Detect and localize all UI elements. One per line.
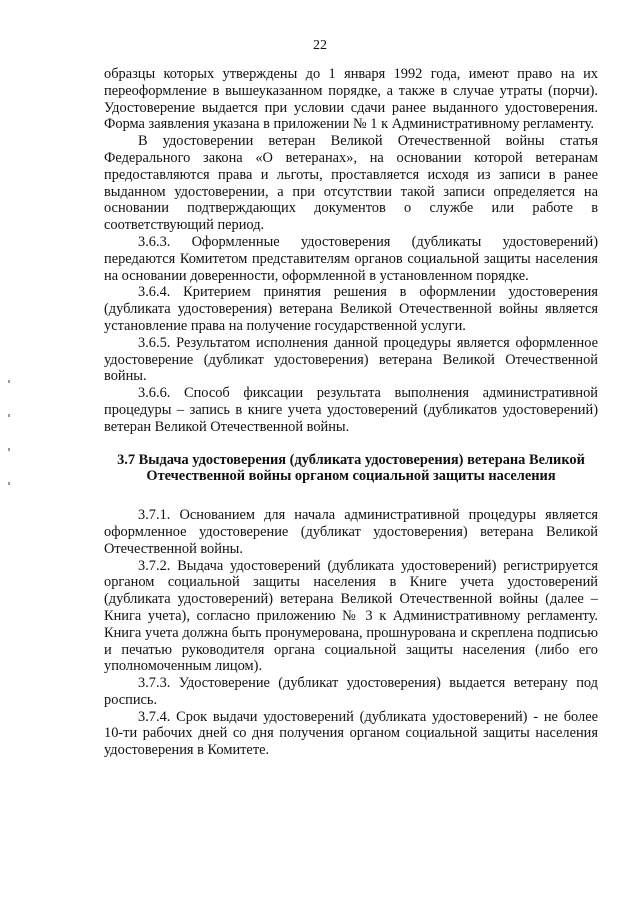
section-heading-3-7: 3.7 Выдача удостоверения (дубликата удостоверения) ветерана Великой Отечественной войны органом социальной защиты населения [117, 451, 585, 485]
paragraph-3-6-4: 3.6.4. Критерием принятия решения в оформлении удостоверения (дубликата удостоверения) ветерана Великой Отечественной войны является установление права на получение государственной услуги. [104, 284, 598, 334]
paragraph-3-7-4: 3.7.4. Срок выдачи удостоверений (дубликата удостоверений) - не более 10-ти рабочих дней со дня получения органом социальной защиты населения удостоверения в Комитете. [104, 708, 598, 759]
paragraph-3-7-1: 3.7.1. Основанием для начала административной процедуры является оформленное удостоверение (дубликат удостоверения) ветерана Великой Отечественной войны. [104, 507, 598, 557]
paragraph-3-6-6: 3.6.6. Способ фиксации результата выполнения административной процедуры – запись в книге учета удостоверений (дубликатов удостоверений) ветеран Великой Отечественной войны. [104, 385, 598, 435]
scan-margin-marks [8, 380, 11, 500]
paragraph-continuation: образцы которых утверждены до 1 января 1992 года, имеют право на их переоформление в вышеуказанном порядке, а также в случае утраты (порчи). Удостоверение выдается при условии сдачи ранее выданного удостоверения. Форма заявления указана в приложении № 1 к Административному регламенту. [104, 66, 598, 133]
paragraph-veteran-statute: В удостоверении ветеран Великой Отечественной войны статья Федерального закона «О ветеранах», на основании которой ветеранам предоставляются права и льготы, проставляется исходя из записи в ранее выданном удостоверении, а при отсутствии такой записи определяется на основании подтверждающих документов о службе или работе в соответствующий период. [104, 133, 598, 234]
document-body [104, 66, 598, 759]
paragraph-3-6-3: 3.6.3. Оформленные удостоверения (дубликаты удостоверений) передаются Комитетом представителям органов социальной защиты населения на основании доверенности, оформленной в установленном порядке. [104, 233, 598, 284]
paragraph-3-6-5: 3.6.5. Результатом исполнения данной процедуры является оформленное удостоверение (дубликат удостоверения) ветерана Великой Отечественной войны. [104, 334, 598, 385]
paragraph-3-7-3: 3.7.3. Удостоверение (дубликат удостоверения) выдается ветерану под роспись. [104, 675, 598, 708]
page-number: 22 [313, 38, 327, 53]
paragraph-3-7-2: 3.7.2. Выдача удостоверений (дубликата удостоверений) регистрируется органом социальной защиты населения в Книге учета удостоверений (дубликата удостоверений) ветерана Великой Отечественной войны (далее – Книга учета), согласно приложению № 3 к Административному регламенту. Книга учета должна быть пронумерована, прошнурована и скреплена подписью и печатью руководителя органа социальной защиты населения (либо его уполномоченным лицом). [104, 557, 598, 675]
